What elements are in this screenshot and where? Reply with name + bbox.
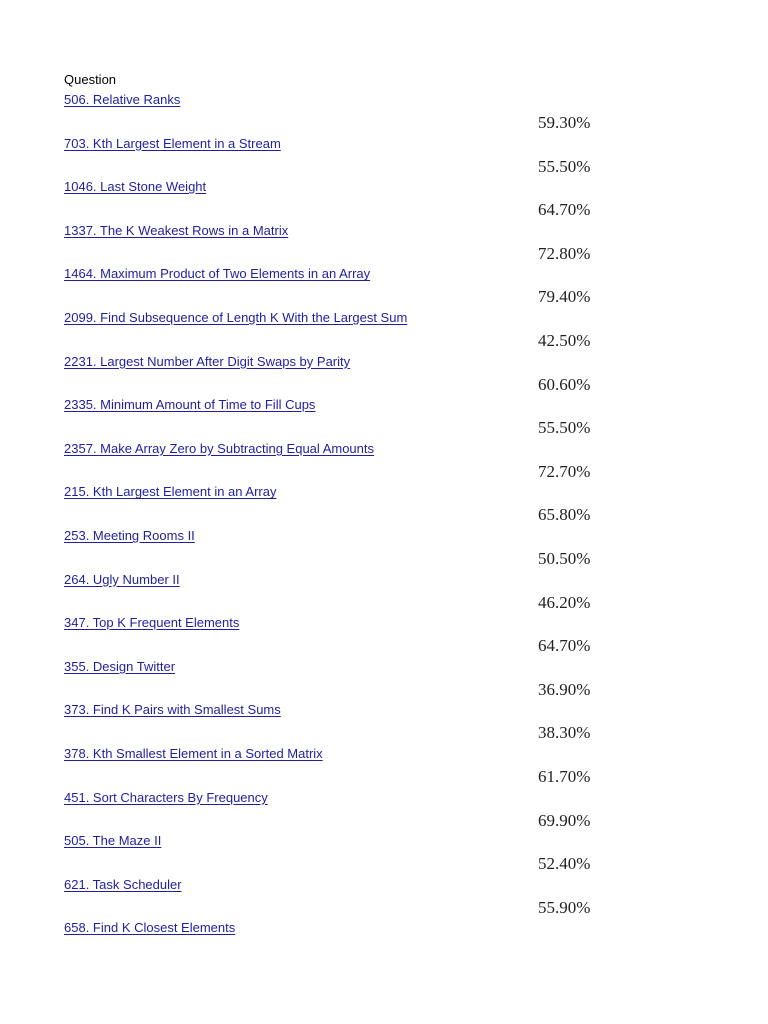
question-link[interactable]: 2231. Largest Number After Digit Swaps by Parity (64, 353, 351, 369)
acceptance-rate: 72.80% (538, 243, 591, 263)
question-link[interactable]: 2357. Make Array Zero by Subtracting Equal Amounts (64, 440, 375, 456)
question-link[interactable]: 355. Design Twitter (64, 658, 176, 674)
acceptance-rate: 55.50% (538, 418, 591, 438)
question-row (0, 353, 768, 397)
question-row (0, 745, 768, 789)
question-row (0, 309, 768, 353)
question-row (0, 178, 768, 222)
question-row (0, 614, 768, 658)
question-link[interactable]: 378. Kth Smallest Element in a Sorted Matrix (64, 746, 323, 761)
question-row (0, 658, 768, 702)
question-row (0, 789, 768, 833)
question-link[interactable]: 1464. Maximum Product of Two Elements in an Array (64, 266, 371, 282)
acceptance-rate: 38.30% (538, 723, 591, 743)
acceptance-rate: 72.70% (538, 461, 591, 481)
question-row (0, 527, 768, 571)
question-row (0, 876, 768, 920)
acceptance-rate: 55.50% (538, 156, 591, 176)
question-link[interactable]: 253. Meeting Rooms II (64, 528, 195, 543)
acceptance-rate: 64.70% (538, 200, 591, 220)
question-row (0, 222, 768, 266)
question-link[interactable]: 1046. Last Stone Weight (64, 179, 207, 195)
acceptance-rate: 46.20% (538, 592, 591, 612)
question-link[interactable]: 347. Top K Frequent Elements (64, 615, 240, 631)
acceptance-rate: 55.90% (538, 897, 591, 917)
acceptance-rate: 64.70% (538, 636, 591, 656)
question-link[interactable]: 373. Find K Pairs with Smallest Sums (64, 702, 281, 718)
acceptance-rate: 50.50% (538, 549, 591, 568)
question-link[interactable]: 703. Kth Largest Element in a Stream (64, 135, 281, 151)
question-link[interactable]: 451. Sort Characters By Frequency (64, 789, 268, 805)
question-link[interactable]: 506. Relative Ranks (64, 92, 181, 107)
acceptance-rate: 52.40% (538, 854, 591, 874)
question-row (0, 135, 768, 179)
acceptance-rate: 69.90% (538, 810, 591, 830)
question-row (0, 701, 768, 745)
question-link[interactable]: 621. Task Scheduler (64, 876, 182, 892)
acceptance-rate: 65.80% (538, 505, 591, 525)
question-row (0, 91, 768, 135)
question-row (0, 440, 768, 484)
question-link[interactable]: 264. Ugly Number II (64, 571, 180, 587)
question-link[interactable]: 1337. The K Weakest Rows in a Matrix (64, 222, 289, 238)
question-link[interactable]: 2335. Minimum Amount of Time to Fill Cups (64, 397, 316, 413)
question-row (0, 919, 768, 963)
question-row (0, 265, 768, 309)
acceptance-rate: 60.60% (538, 374, 591, 394)
acceptance-rate: 36.90% (538, 679, 591, 699)
acceptance-rate: 59.30% (538, 113, 591, 132)
question-row (0, 832, 768, 876)
acceptance-rate: 61.70% (538, 767, 591, 786)
question-link[interactable]: 505. The Maze II (64, 833, 162, 849)
acceptance-rate: 42.50% (538, 331, 591, 350)
question-link[interactable]: 2099. Find Subsequence of Length K With the Largest Sum (64, 310, 408, 325)
question-row (0, 571, 768, 615)
acceptance-rate: 79.40% (538, 287, 591, 307)
question-row (0, 483, 768, 527)
question-link[interactable]: 658. Find K Closest Elements (64, 920, 236, 936)
question-column-header: Question (64, 72, 117, 87)
question-row (0, 396, 768, 440)
question-link[interactable]: 215. Kth Largest Element in an Array (64, 484, 277, 500)
